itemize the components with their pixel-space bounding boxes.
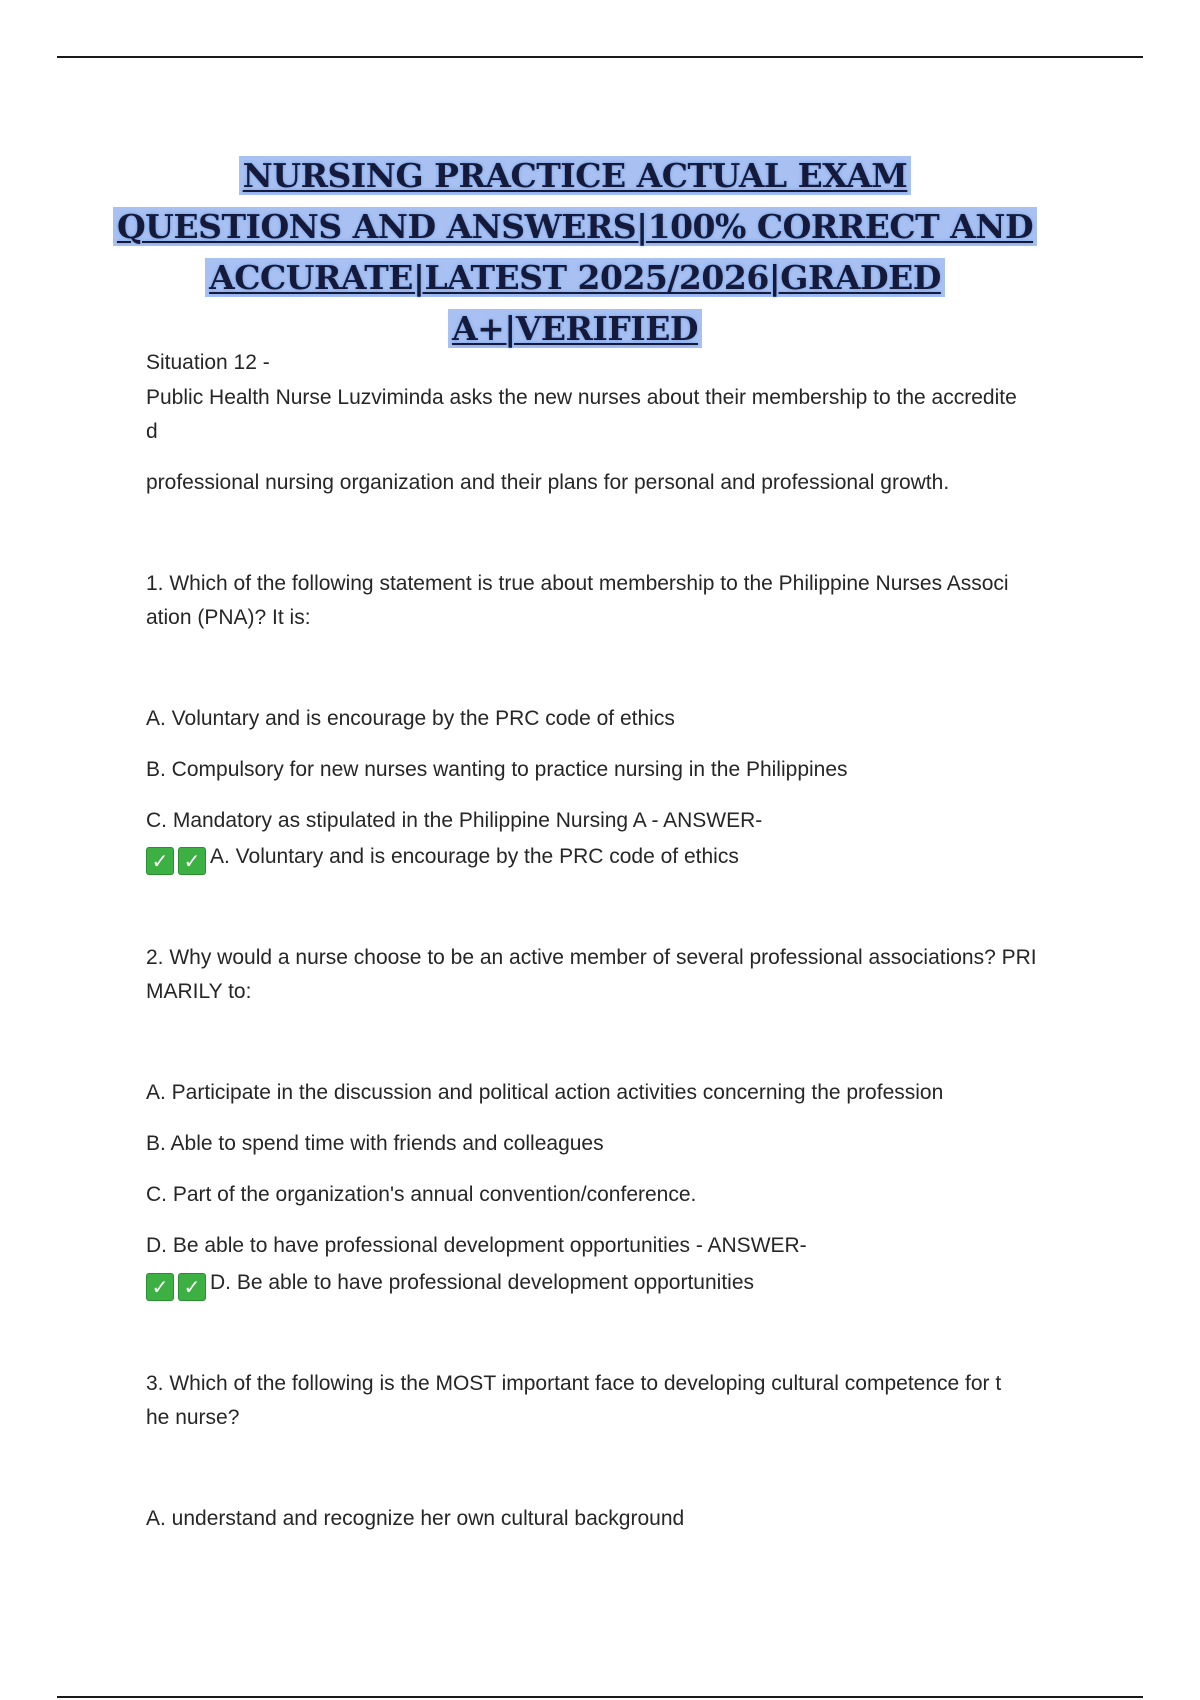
- question-2-option-a: A. Participate in the discussion and political action activities concerning the profession: [146, 1081, 944, 1104]
- check-mark-icon: ✓: [146, 1273, 174, 1301]
- question-2-option-d: D. Be able to have professional development opportunities - ANSWER-: [146, 1234, 807, 1257]
- question-2-option-c: C. Part of the organization's annual convention/conference.: [146, 1183, 697, 1206]
- question-1-option-c: C. Mandatory as stipulated in the Philippine Nursing A - ANSWER-: [146, 809, 763, 832]
- title-line-4: A+|VERIFIED: [448, 309, 702, 348]
- situation-text-line-2: d: [146, 420, 158, 443]
- question-1-option-b: B. Compulsory for new nurses wanting to practice nursing in the Philippines: [146, 758, 848, 781]
- check-mark-icon: ✓: [178, 847, 206, 875]
- question-2-stem-line-1: 2. Why would a nurse choose to be an active member of several professional associations? PRI: [146, 946, 1037, 969]
- question-1-stem-line-2: ation (PNA)? It is:: [146, 606, 311, 629]
- question-1-option-a: A. Voluntary and is encourage by the PRC code of ethics: [146, 707, 675, 730]
- header-rule: [57, 56, 1143, 58]
- situation-text-line-1: Public Health Nurse Luzviminda asks the new nurses about their membership to the accredite: [146, 386, 1017, 409]
- question-1-answer: [146, 840, 1076, 875]
- title-line-1: NURSING PRACTICE ACTUAL EXAM: [239, 156, 912, 195]
- title-line-3: ACCURATE|LATEST 2025/2026|GRADED: [205, 258, 945, 297]
- check-mark-icon: ✓: [178, 1273, 206, 1301]
- question-3-stem-line-2: he nurse?: [146, 1406, 240, 1429]
- title-line-2: QUESTIONS AND ANSWERS|100% CORRECT AND: [113, 207, 1037, 246]
- question-3-option-a: A. understand and recognize her own cultural background: [146, 1507, 685, 1530]
- question-2-answer-text: D. Be able to have professional development opportunities: [210, 1271, 755, 1294]
- check-mark-icon: ✓: [146, 847, 174, 875]
- question-1-answer-text: A. Voluntary and is encourage by the PRC code of ethics: [210, 845, 739, 868]
- question-1-stem-line-1: 1. Which of the following statement is true about membership to the Philippine Nurses Associ: [146, 572, 1009, 595]
- situation-label: Situation 12 -: [146, 351, 270, 374]
- question-2-option-b: B. Able to spend time with friends and colleagues: [146, 1132, 604, 1155]
- question-2-answer: [146, 1266, 1076, 1301]
- document-title: [100, 150, 1050, 354]
- situation-text-line-3: professional nursing organization and their plans for personal and professional growth.: [146, 471, 950, 494]
- question-3-stem-line-1: 3. Which of the following is the MOST important face to developing cultural competence for t: [146, 1372, 1002, 1395]
- footer-rule: [57, 1696, 1143, 1698]
- question-2-stem-line-2: MARILY to:: [146, 980, 252, 1003]
